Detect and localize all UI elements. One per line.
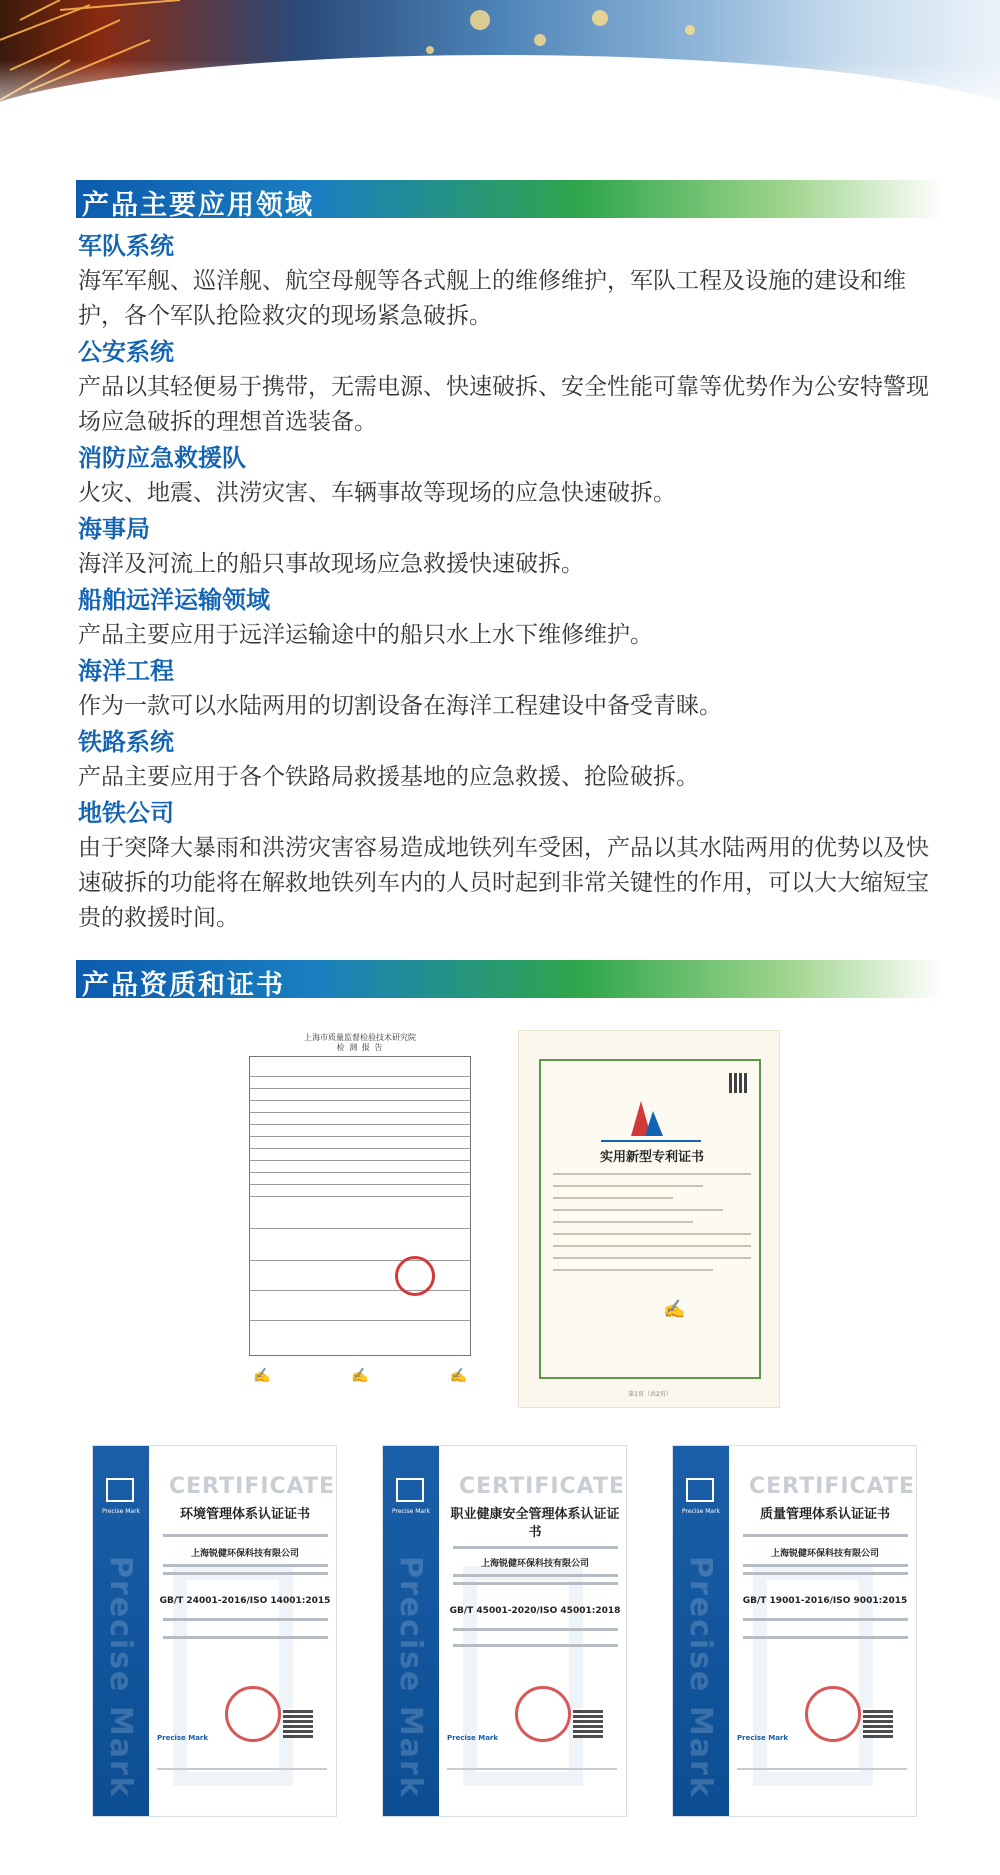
application-description: 产品主要应用于各个铁路局救援基地的应急救援、抢险破拆。 [78, 764, 699, 790]
patent-frame [539, 1059, 761, 1379]
cert-standard: GB/T 19001-2016/ISO 9001:2015 [742, 1596, 908, 1606]
cert-title: 质量管理体系认证证书 [759, 1507, 890, 1522]
application-item [78, 724, 948, 795]
precise-mark-logo-icon [396, 1478, 424, 1502]
cert-title: 环境管理体系认证证书 [179, 1507, 310, 1522]
application-description: 海洋及河流上的船只事故现场应急救援快速破拆。 [78, 551, 584, 577]
application-title: 军队系统 [78, 232, 174, 260]
red-seal-stamp [225, 1686, 281, 1742]
cert-brand-watermark: Precise Mark [103, 1556, 138, 1799]
applications-list [78, 228, 948, 936]
signature: ✍ [449, 1368, 467, 1384]
application-title: 地铁公司 [78, 799, 174, 827]
patent-footer: 第1页（共2页） [628, 1391, 672, 1398]
cert-title: 职业健康安全管理体系认证证书 [450, 1507, 620, 1540]
cert-brand-watermark: Precise Mark [393, 1556, 428, 1799]
patent-certificate-image [518, 1030, 780, 1408]
certificates-section-header [76, 960, 944, 1001]
application-description: 产品主要应用于远洋运输途中的船只水上水下维修维护。 [78, 622, 653, 648]
cert-footer-brand: Precise Mark [737, 1734, 789, 1742]
red-seal-stamp [395, 1256, 435, 1296]
cert-brand-watermark: Precise Mark [683, 1556, 718, 1799]
application-title: 海洋工程 [78, 657, 174, 685]
application-description: 海军军舰、巡洋舰、航空母舰等各式舰上的维修维护，军队工程及设施的建设和维护，各个军队抢险救灾的现场紧急破拆。 [78, 268, 906, 329]
cert-standard: GB/T 45001-2020/ISO 45001:2018 [449, 1606, 621, 1616]
inspection-report-image [245, 1028, 475, 1398]
patent-title: 实用新型专利证书 [599, 1150, 704, 1165]
application-title: 海事局 [78, 515, 150, 543]
cert-brand: Precise Mark [681, 1508, 721, 1515]
application-title: 公安系统 [78, 338, 174, 366]
red-seal-stamp [805, 1686, 861, 1742]
application-item [78, 334, 948, 440]
application-item [78, 511, 948, 582]
report-signatures [253, 1368, 467, 1384]
cert-company: 上海锐健环保科技有限公司 [770, 1549, 879, 1559]
applications-section-header [76, 180, 944, 221]
cert-banner: CERTIFICATE [169, 1474, 336, 1499]
cert-banner: CERTIFICATE [459, 1474, 626, 1499]
signature: ✍ [351, 1368, 369, 1384]
application-description: 作为一款可以水陆两用的切割设备在海洋工程建设中备受青睐。 [78, 693, 722, 719]
report-table [249, 1056, 471, 1356]
application-item [78, 228, 948, 334]
application-title: 船舶远洋运输领域 [78, 586, 270, 614]
precise-mark-logo-icon [686, 1478, 714, 1502]
cert-footer-brand: Precise Mark [157, 1734, 209, 1742]
cert-company: 上海锐健环保科技有限公司 [190, 1549, 299, 1559]
certificate-environment [92, 1445, 337, 1817]
cert-side-band [383, 1446, 439, 1817]
patent-signature: ✍ [663, 1299, 686, 1320]
report-heading: 检 测 报 告 [336, 1043, 384, 1052]
certificate-quality [672, 1445, 917, 1817]
application-title: 铁路系统 [78, 728, 174, 756]
application-item [78, 795, 948, 936]
application-item [78, 653, 948, 724]
application-description: 产品以其轻便易于携带，无需电源、快速破拆、安全性能可靠等优势作为公安特警现场应急破拆的理想首选装备。 [78, 374, 929, 435]
application-description: 火灾、地震、洪涝灾害、车辆事故等现场的应急快速破拆。 [78, 480, 676, 506]
certificates-section-title: 产品资质和证书 [82, 970, 285, 1001]
signature: ✍ [253, 1368, 271, 1384]
qr-code-icon [863, 1708, 893, 1738]
qr-code-icon [283, 1708, 313, 1738]
report-institute: 上海市质量监督检验技术研究院 [304, 1033, 416, 1042]
application-item [78, 440, 948, 511]
red-seal-stamp [515, 1686, 571, 1742]
applications-section-title: 产品主要应用领域 [82, 190, 314, 221]
cert-side-band [93, 1446, 149, 1817]
cert-standard: GB/T 24001-2016/ISO 14001:2015 [159, 1596, 331, 1606]
cert-banner: CERTIFICATE [749, 1474, 916, 1499]
application-description: 由于突降大暴雨和洪涝灾害容易造成地铁列车受困，产品以其水陆两用的优势以及快速破拆的功能将在解救地铁列车内的人员时起到非常关键性的作用，可以大大缩短宝贵的救援时间。 [78, 835, 929, 931]
certificate-occupational-health [382, 1445, 627, 1817]
application-title: 消防应急救援队 [78, 444, 246, 472]
precise-mark-logo-icon [106, 1478, 134, 1502]
cert-footer-brand: Precise Mark [447, 1734, 499, 1742]
cert-company: 上海锐健环保科技有限公司 [480, 1559, 589, 1569]
cert-side-band [673, 1446, 729, 1817]
cert-brand: Precise Mark [391, 1508, 431, 1515]
qr-code-icon [573, 1708, 603, 1738]
cert-brand: Precise Mark [101, 1508, 141, 1515]
application-item [78, 582, 948, 653]
top-banner [0, 0, 1000, 130]
